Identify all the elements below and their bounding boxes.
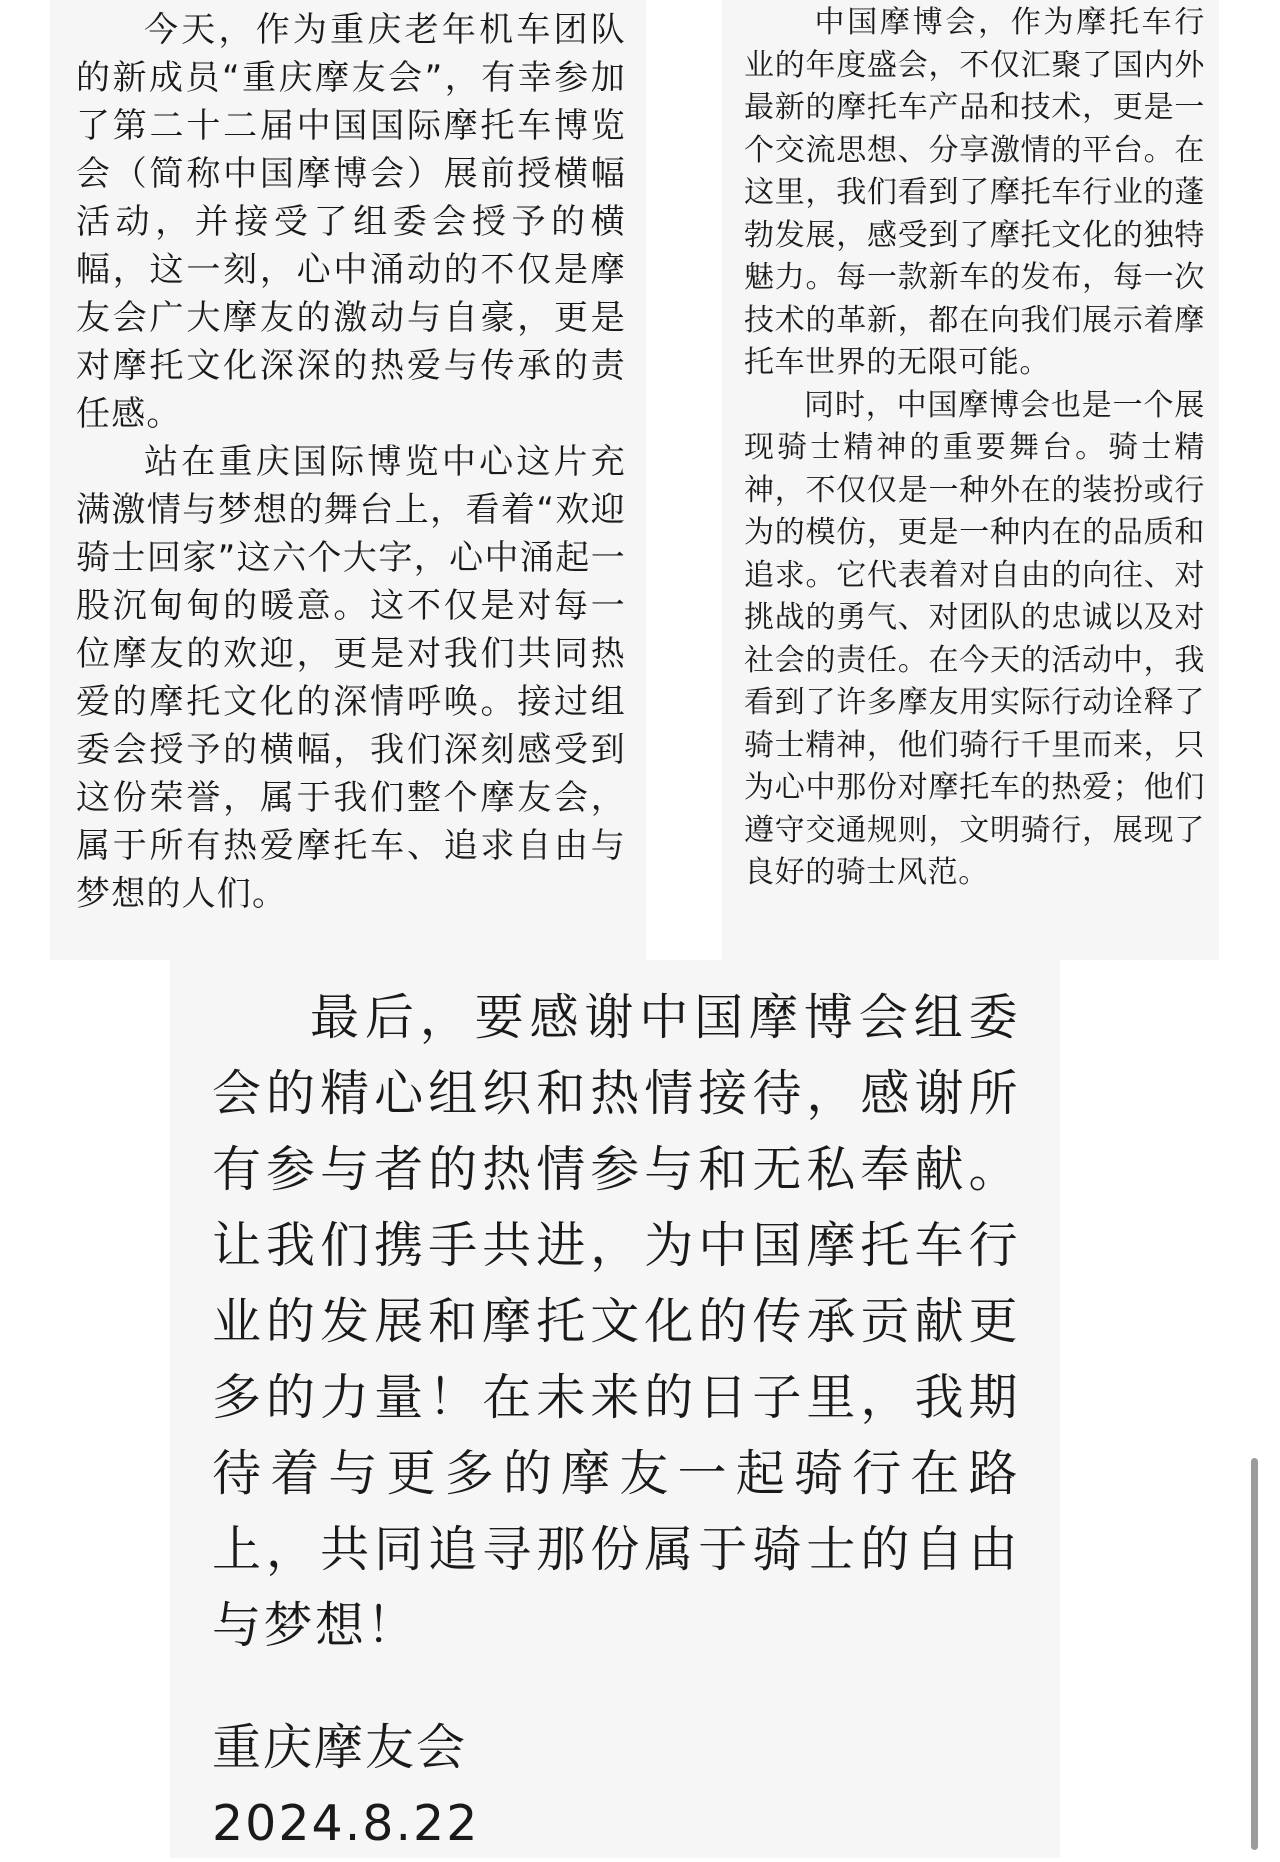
- right-paragraph-2: 同时，中国摩博会也是一个展现骑士精神的重要舞台。骑士精神，不仅仅是一种外在的装扮或行为的模仿，更是一种内在的品质和追求。它代表着对自由的向往、对挑战的勇气、对团队的忠诚以及对社会的责任。在今天的活动中，我看到了许多摩友用实际行动诠释了骑士精神，他们骑行千里而来，只为心中那份对摩托车的热爱；他们遵守交通规则，文明骑行，展现了良好的骑士风范。: [744, 387, 1205, 890]
- left-paragraph-2: 站在重庆国际博览中心这片充满激情与梦想的舞台上，看着“欢迎骑士回家”这六个大字，心中涌起一股沉甸甸的暖意。这不仅是对每一位摩友的欢迎，更是对我们共同热爱的摩托文化的深情呼唤。接过组委会授予的横幅，我们深刻感受到这份荣誉，属于我们整个摩友会，属于所有热爱摩托车、追求自由与梦想的人们。: [76, 442, 626, 914]
- signature-block: [212, 1710, 479, 1862]
- right-article-panel: [722, 0, 1219, 960]
- closing-paragraph: 最后，要感谢中国摩博会组委会的精心组织和热情接待，感谢所有参与者的热情参与和无私奉献。让我们携手共进，为中国摩托车行业的发展和摩托文化的传承贡献更多的力量！在未来的日子里，我期待着与更多的摩友一起骑行在路上，共同追寻那份属于骑士的自由与梦想！: [212, 989, 1020, 1654]
- right-paragraph-1: 中国摩博会，作为摩托车行业的年度盛会，不仅汇聚了国内外最新的摩托车产品和技术，更是一个交流思想、分享激情的平台。在这里，我们看到了摩托车行业的蓬勃发展，感受到了摩托文化的独特魅力。每一款新车的发布，每一次技术的革新，都在向我们展示着摩托车世界的无限可能。: [744, 5, 1205, 380]
- left-article-panel: [50, 0, 646, 960]
- closing-article-panel: [170, 960, 1060, 1858]
- left-paragraph-1: 今天，作为重庆老年机车团队的新成员“重庆摩友会”，有幸参加了第二十二届中国国际摩托车博览会（简称中国摩博会）展前授横幅活动，并接受了组委会授予的横幅，这一刻，心中涌动的不仅是摩友会广大摩友的激动与自豪，更是对摩托文化深深的热爱与传承的责任感。: [76, 10, 626, 434]
- signature-date: 2024.8.22: [212, 1795, 480, 1852]
- signature-organization: 重庆摩友会: [212, 1719, 468, 1776]
- vertical-scrollbar-thumb[interactable]: [1251, 1458, 1258, 1850]
